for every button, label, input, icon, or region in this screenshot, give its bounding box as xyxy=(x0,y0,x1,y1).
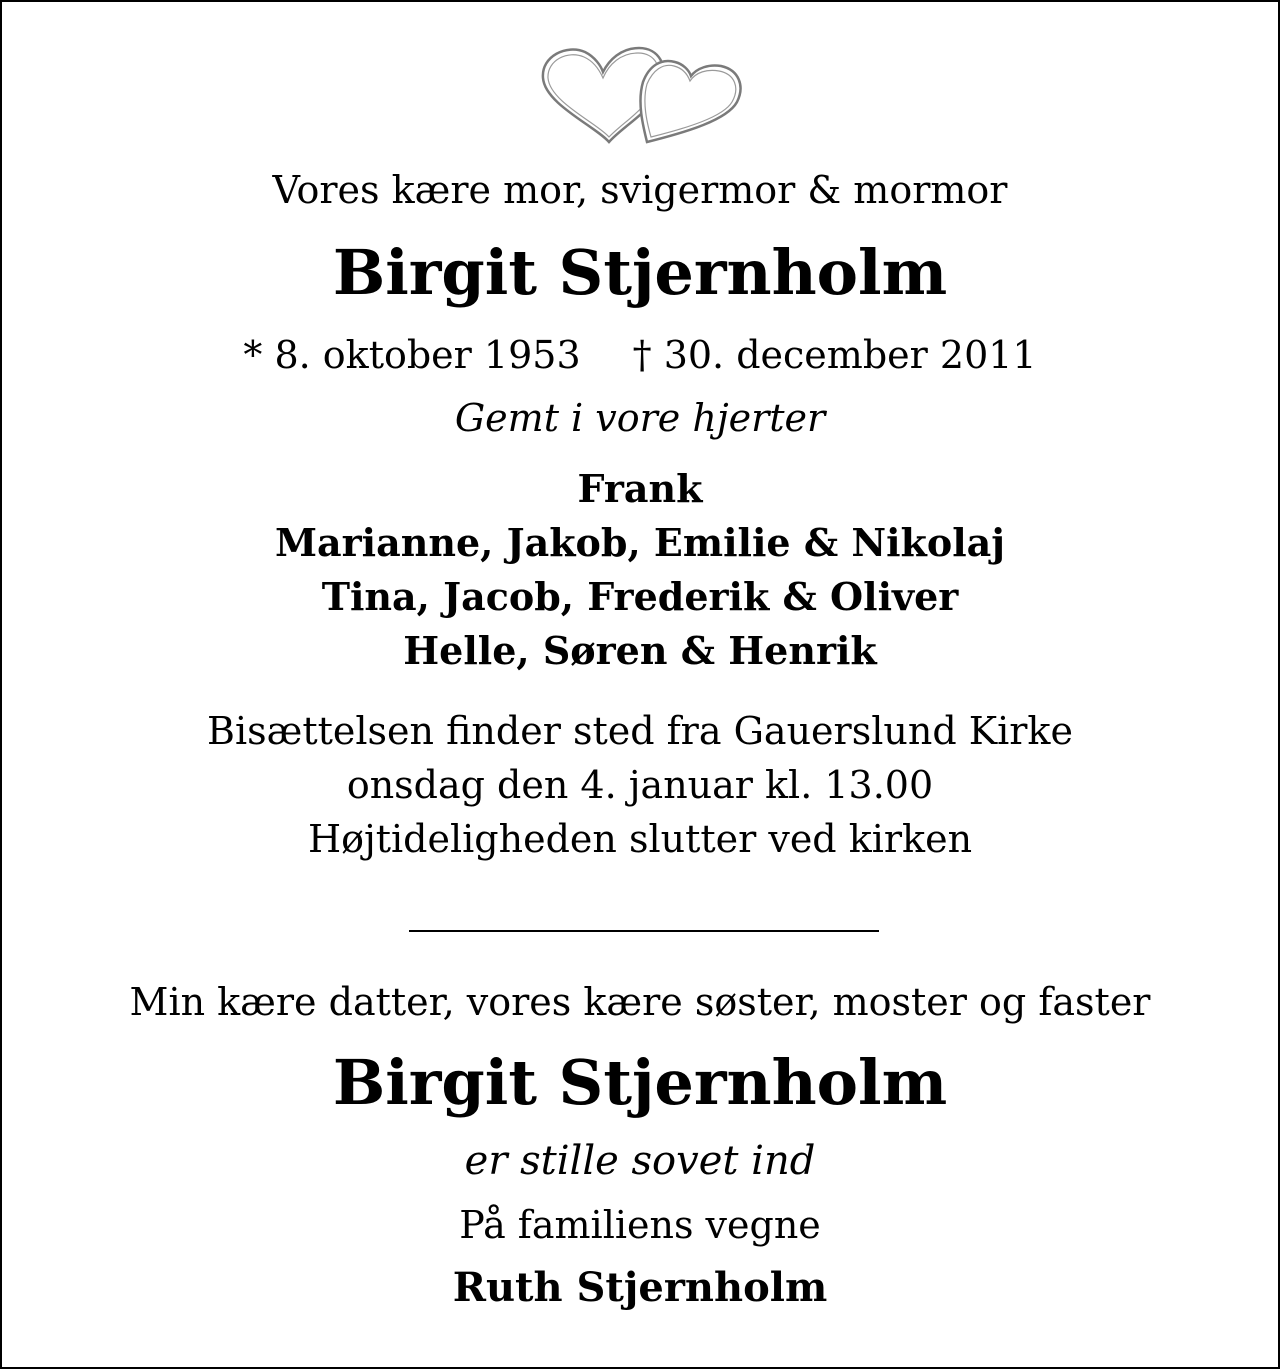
family-line: Helle, Søren & Henrik xyxy=(403,628,877,673)
family-line: Frank xyxy=(577,466,703,511)
deceased-name: Birgit Stjernholm xyxy=(332,236,948,309)
family-line: Tina, Jacob, Frederik & Oliver xyxy=(321,574,959,619)
funeral-line: Bisættelsen finder sted fra Gauerslund Kirke xyxy=(207,709,1073,753)
second-notice-subtitle: er stille sovet ind xyxy=(464,1138,816,1184)
separator-line xyxy=(409,930,879,932)
second-notice-intro: Min kære datter, vores kære søster, moster og faster xyxy=(129,980,1151,1024)
notice-intro: Vores kære mor, svigermor & mormor xyxy=(272,168,1008,212)
birth-date: * 8. oktober 1953 xyxy=(243,333,581,377)
death-date: † 30. december 2011 xyxy=(632,333,1037,377)
signer-name: Ruth Stjernholm xyxy=(452,1264,828,1311)
funeral-line: Højtideligheden slutter ved kirken xyxy=(307,817,973,861)
motto: Gemt i vore hjerter xyxy=(454,396,826,440)
life-dates xyxy=(2,332,1278,378)
second-deceased-name: Birgit Stjernholm xyxy=(332,1046,948,1119)
hearts-icon xyxy=(537,42,747,148)
on-behalf-text: På familiens vegne xyxy=(459,1203,821,1247)
family-line: Marianne, Jakob, Emilie & Nikolaj xyxy=(274,520,1006,565)
funeral-line: onsdag den 4. januar kl. 13.00 xyxy=(346,763,934,807)
family-names xyxy=(2,462,1278,678)
funeral-info xyxy=(2,704,1278,866)
